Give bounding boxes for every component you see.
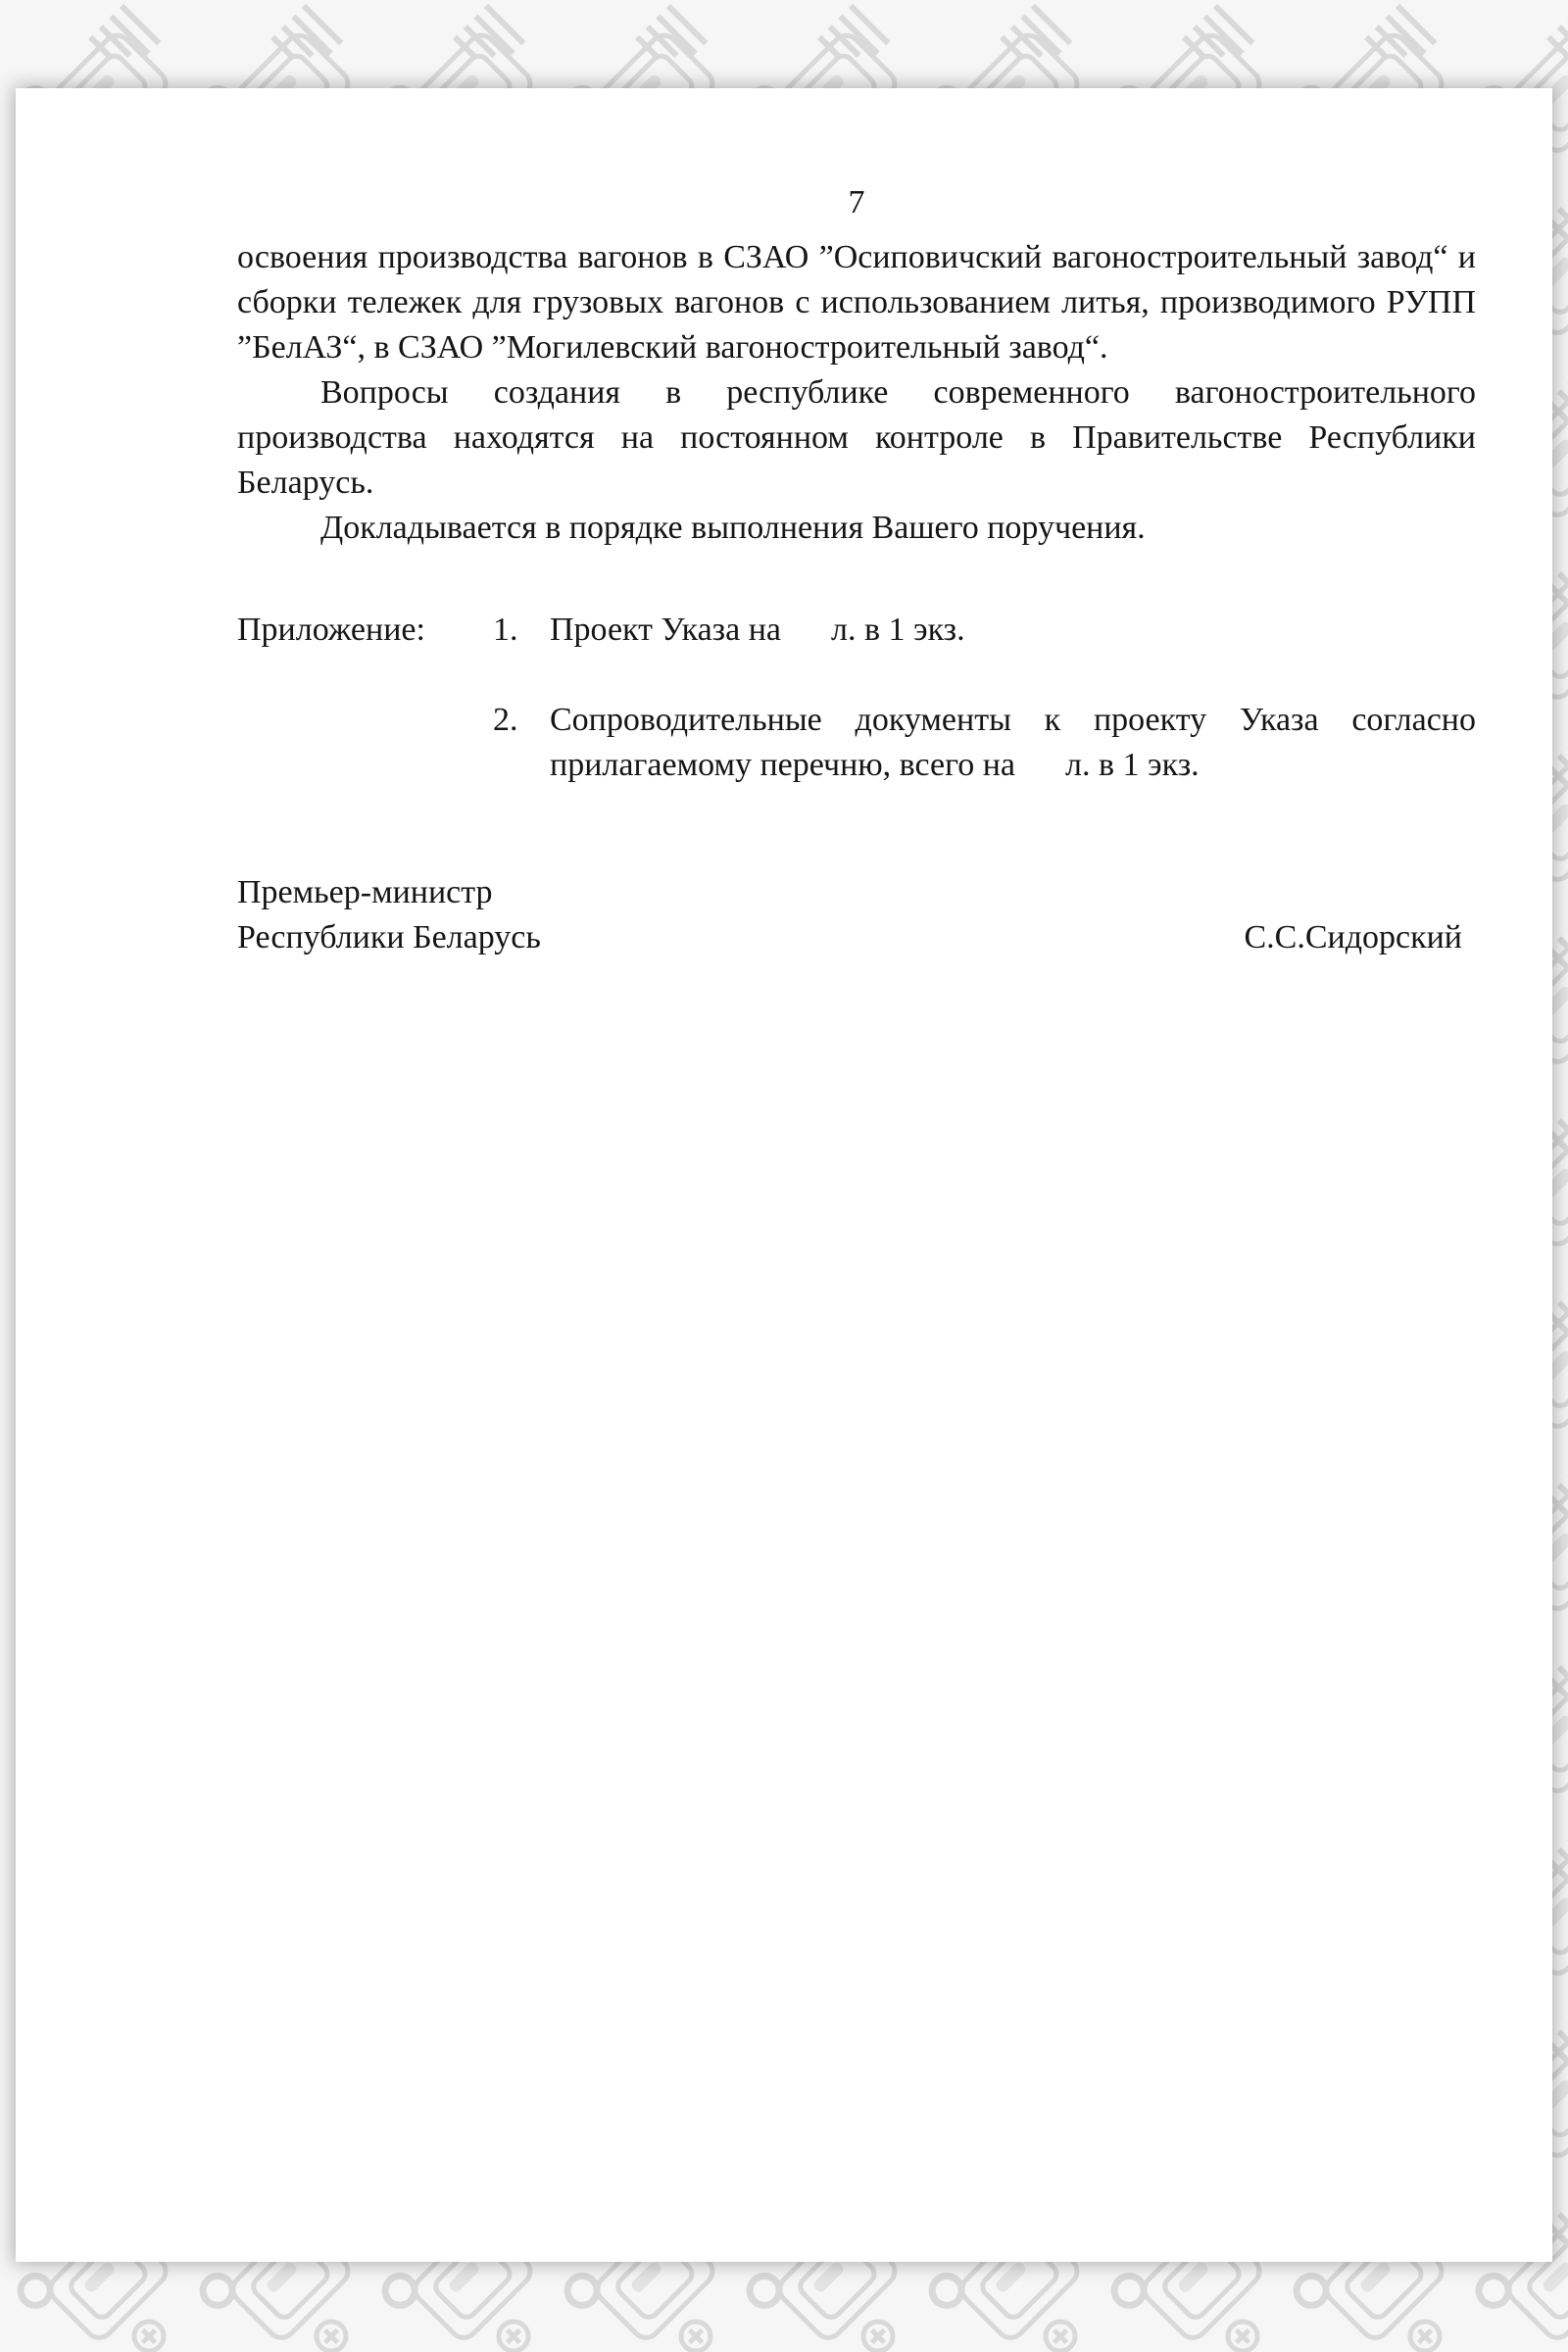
page-content bbox=[237, 88, 1476, 960]
attachments-block bbox=[237, 608, 1476, 788]
attachment-item-1 bbox=[237, 608, 1476, 653]
signer-name: С.С.Сидорский bbox=[1244, 919, 1462, 956]
attachment-2-number: 2. bbox=[493, 702, 518, 738]
paragraph-report-note: Докладывается в порядке выполнения Вашего поручения. bbox=[320, 510, 1146, 546]
signer-title-line-2: Республики Беларусь bbox=[237, 919, 541, 956]
document-page bbox=[16, 88, 1552, 2262]
body-text-block bbox=[237, 235, 1476, 551]
signer-title-line-1: Премьер-министр bbox=[237, 874, 493, 910]
attachment-2-text: Сопроводительные документы к проекту Указа согласно прилагаемому перечню, всего на л. в 1 экз. bbox=[550, 702, 1476, 783]
attachments-label: Приложение: bbox=[237, 612, 425, 648]
paragraph-government-control: Вопросы создания в республике современного вагоностроительного производства находятся на постоянном контроле в Правительстве Республики Беларусь. bbox=[237, 374, 1476, 501]
signature-block bbox=[237, 870, 1476, 960]
attachment-item-2 bbox=[237, 698, 1476, 788]
signer-title bbox=[237, 870, 541, 960]
attachment-1-text: Проект Указа на л. в 1 экз. bbox=[550, 612, 965, 648]
page-number: 7 bbox=[848, 184, 865, 220]
attachment-1-number: 1. bbox=[493, 612, 518, 648]
paragraph-production-continuation: освоения производства вагонов в СЗАО ”Осиповичский вагоностроительный завод“ и сборки тележек для грузовых вагонов с использованием литья, производимого РУПП ”БелАЗ“, в СЗАО ”Могилевский вагоностроительный завод“. bbox=[237, 239, 1476, 366]
